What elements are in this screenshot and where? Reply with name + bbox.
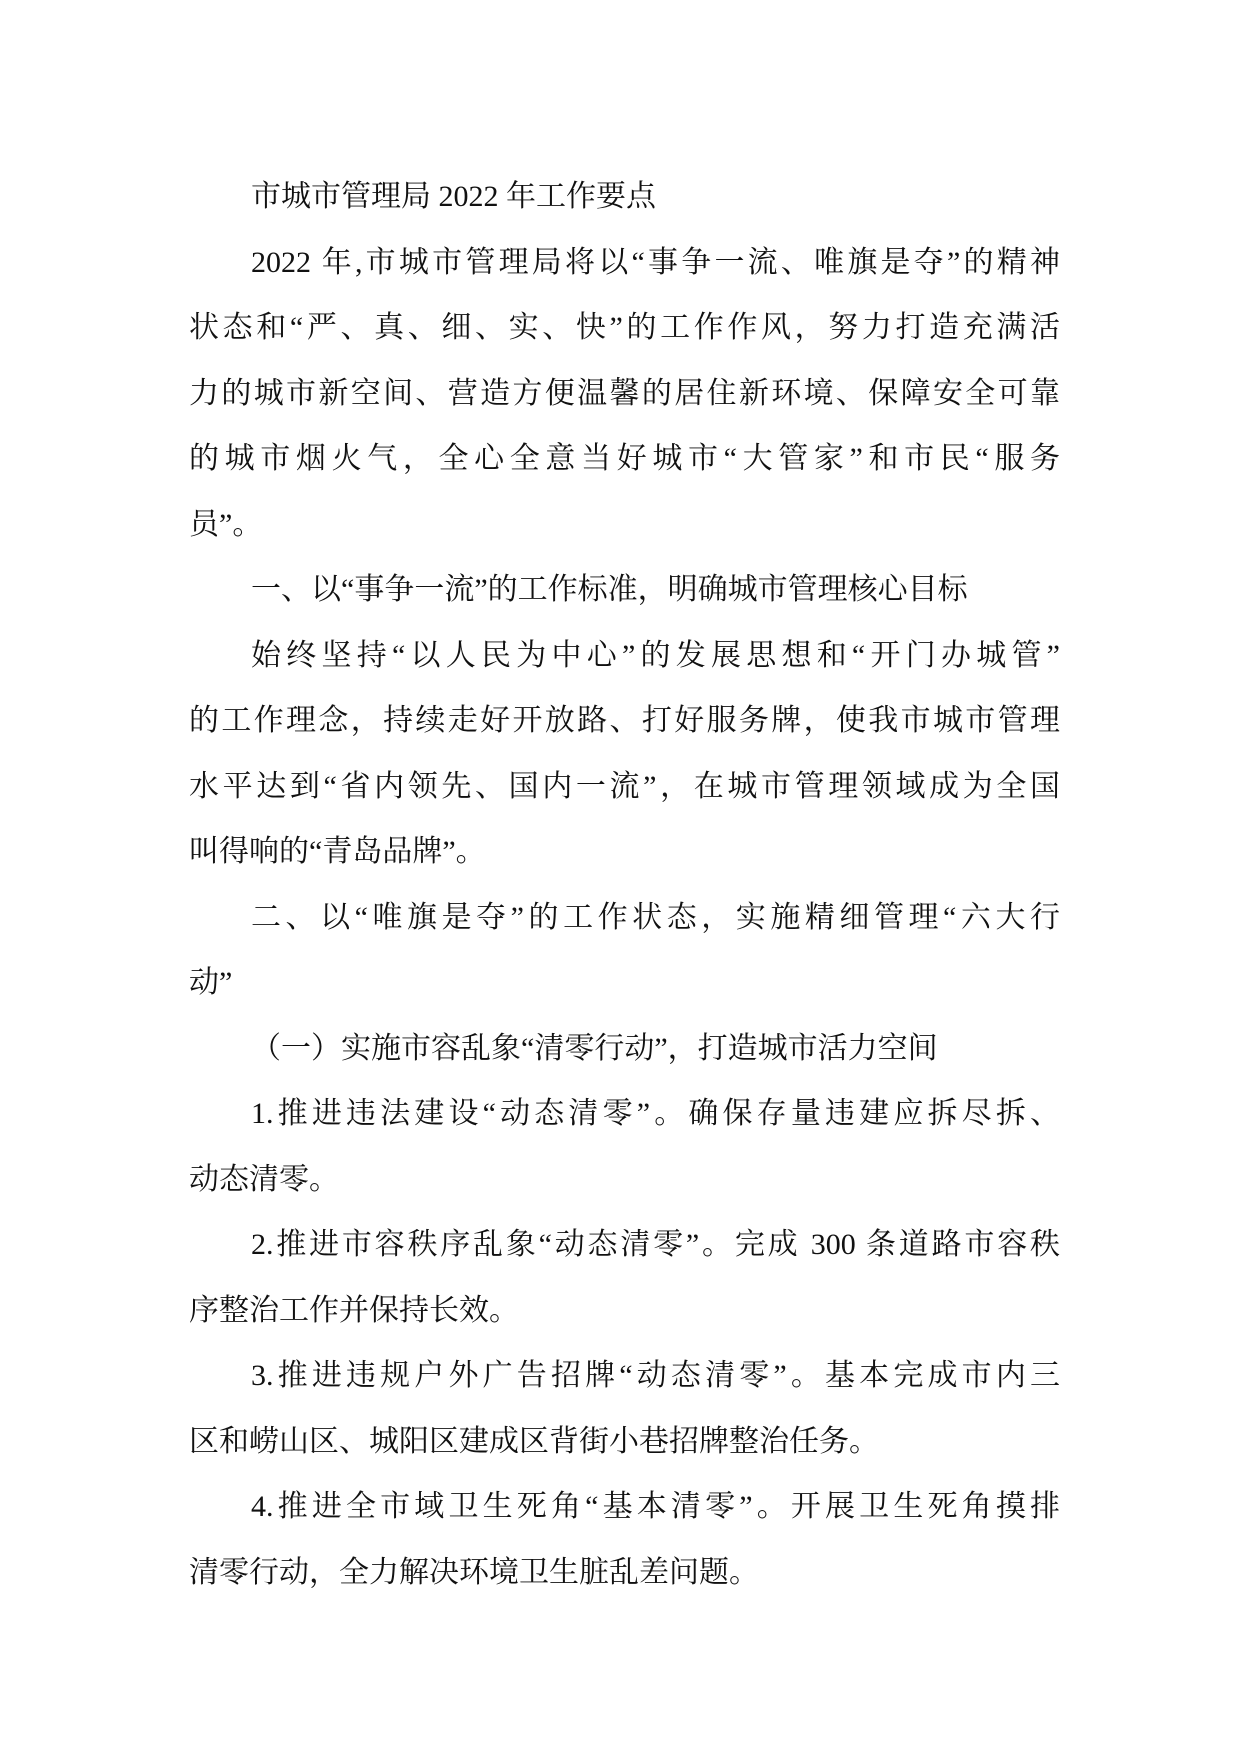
paragraph-line: 3.推进违规户外广告招牌“动态清零”。基本完成市内三 bbox=[251, 1359, 1060, 1392]
list-item bbox=[189, 1343, 1060, 1474]
subsection-heading-1 bbox=[189, 1016, 1060, 1082]
paragraph-line: 二、以“唯旗是夺”的工作状态，实施精细管理“六大行 bbox=[251, 900, 1060, 934]
paragraph-line: 员”。 bbox=[189, 507, 263, 541]
paragraph-line: 序整治工作并保持长效。 bbox=[189, 1293, 519, 1327]
section-heading-2 bbox=[189, 885, 1060, 1016]
paragraph-line: 2022 年,市城市管理局将以“事争一流、唯旗是夺”的精神 bbox=[251, 245, 1060, 279]
paragraph-line: 状态和“严、真、细、实、快”的工作作风，努力打造充满活 bbox=[189, 311, 1060, 344]
paragraph-line: 的城市烟火气，全心全意当好城市“大管家”和市民“服务 bbox=[189, 442, 1060, 475]
section-heading-1 bbox=[189, 557, 1060, 623]
paragraph-line: 4.推进全市域卫生死角“基本清零”。开展卫生死角摸排 bbox=[251, 1490, 1060, 1523]
paragraph-line: 区和崂山区、城阳区建成区背街小巷招牌整治任务。 bbox=[189, 1424, 879, 1458]
section-1-paragraph bbox=[189, 623, 1060, 885]
paragraph-line: 始终坚持“以人民为中心”的发展思想和“开门办城管” bbox=[251, 638, 1060, 672]
paragraph-line: 清零行动，全力解决环境卫生脏乱差问题。 bbox=[189, 1555, 759, 1589]
paragraph-line: 1.推进违法建设“动态清零”。确保存量违建应拆尽拆、 bbox=[251, 1097, 1060, 1130]
paragraph-line: 动态清零。 bbox=[189, 1162, 339, 1196]
paragraph-line: 2.推进市容秩序乱象“动态清零”。完成 300 条道路市容秩 bbox=[251, 1228, 1060, 1261]
list-item bbox=[189, 1474, 1060, 1605]
paragraph-line: 叫得响的“青岛品牌”。 bbox=[189, 835, 486, 868]
document-title: 市城市管理局 2022 年工作要点 bbox=[251, 180, 656, 213]
paragraph-line: （一）实施市容乱象“清零行动”，打造城市活力空间 bbox=[251, 1031, 938, 1065]
list-item bbox=[189, 1081, 1060, 1212]
paragraph-line: 一、以“事争一流”的工作标准，明确城市管理核心目标 bbox=[251, 573, 968, 606]
list-item bbox=[189, 1212, 1060, 1343]
paragraph-line: 的工作理念，持续走好开放路、打好服务牌，使我市城市管理 bbox=[189, 704, 1060, 737]
paragraph-line: 水平达到“省内领先、国内一流”，在城市管理领域成为全国 bbox=[189, 769, 1060, 803]
paragraph-line: 力的城市新空间、营造方便温馨的居住新环境、保障安全可靠 bbox=[189, 376, 1060, 410]
document-body bbox=[189, 164, 1060, 1605]
paragraph-line: 动” bbox=[189, 966, 233, 999]
intro-paragraph bbox=[189, 230, 1060, 558]
